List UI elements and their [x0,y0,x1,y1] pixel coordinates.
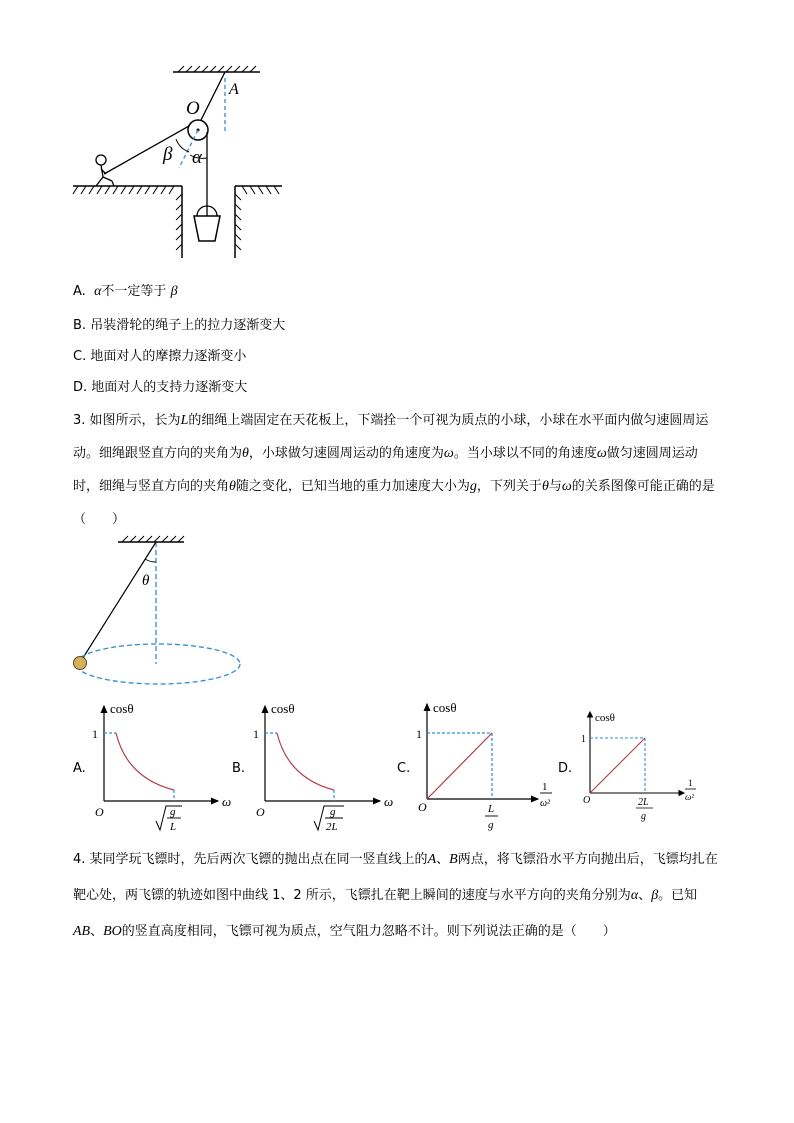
svg-text:2L: 2L [638,797,649,808]
svg-text:g: g [641,811,646,822]
svg-text:1: 1 [416,727,422,741]
svg-text:1: 1 [92,727,98,741]
graph-option-d[interactable] [578,705,703,830]
graph-option-c-letter[interactable]: C. [397,761,411,776]
pulley-figure [66,62,296,262]
graph-option-a-letter[interactable]: A. [73,761,86,776]
label-alpha: α [192,147,202,168]
svg-text:cosθ: cosθ [595,712,615,724]
svg-text:O: O [583,795,591,806]
svg-text:ω: ω [384,794,394,809]
graph-option-a[interactable] [90,698,240,838]
option-a[interactable] [73,282,178,302]
option-letter: B. [73,318,87,333]
svg-text:O: O [95,805,104,819]
question-3-text: 3. 如图所示，长为L的细绳上端固定在天花板上，下端拴一个可视为质点的小球，小球在水平面内做匀速圆周运动。细绳跟竖直方向的夹角为θ，小球做匀速圆周运动的角速度为ω。当小球以不同的角速度ω做匀速圆周运动时，细绳与竖直方向的夹角θ随之变化，已知当地的重力加速度大小为g，下列关于θ与ω的关系图像可能正确的是（ ） [73,413,715,527]
svg-text:2L: 2L [326,821,338,833]
symbol-alpha: α [94,284,102,299]
option-letter: C. [73,349,87,364]
svg-text:O: O [256,805,265,819]
svg-text:L: L [488,803,495,815]
question-4-text: 4. 某同学玩飞镖时，先后两次飞镖的抛出点在同一竖直线上的A、B两点，将飞镖沿水平方向抛出后，飞镖均扎在靶心处，两飞镖的轨迹如图中曲线 1、2 所示，飞镖扎在靶上瞬间的速度与水平方向的夹角分别为α、β。已知AB、BO的竖直高度相同，飞镖可视为质点，空气阻力忽略不计。则下列说法正确的是（ ） [73,852,718,939]
graph-option-c[interactable] [412,698,557,838]
svg-text:g: g [170,806,176,818]
svg-text:cosθ: cosθ [433,700,457,715]
symbol-beta: β [170,284,178,299]
svg-text:1: 1 [581,734,586,745]
option-letter: D. [73,380,88,395]
conical-pendulum-figure [70,532,245,687]
label-theta: θ [142,573,150,589]
label-beta: β [163,144,173,165]
option-text: 吊装滑轮的绳子上的拉力逐渐变大 [90,318,286,333]
option-text: 地面对人的摩擦力逐渐变小 [90,349,247,364]
svg-text:1: 1 [688,778,693,788]
svg-text:g: g [488,819,494,831]
graph-option-b-letter[interactable]: B. [232,761,246,776]
svg-text:ω²: ω² [540,798,551,809]
svg-text:g: g [330,806,336,818]
svg-text:cosθ: cosθ [271,701,295,716]
svg-text:ω²: ω² [685,792,695,802]
svg-text:1: 1 [253,727,259,741]
label-O: O [186,98,200,119]
option-b[interactable] [73,316,285,336]
option-d[interactable] [73,378,247,398]
graph-option-b[interactable] [250,698,400,838]
label-A: A [229,81,239,98]
svg-text:ω: ω [222,794,232,809]
option-text: 不一定等于 [101,284,167,299]
option-c[interactable] [73,347,246,367]
option-text: 地面对人的支持力逐渐变大 [91,380,248,395]
svg-text:cosθ: cosθ [110,701,134,716]
option-letter: A. [73,284,86,299]
svg-text:L: L [170,821,177,833]
graph-option-d-letter[interactable]: D. [558,761,573,776]
svg-text:O: O [418,800,427,814]
svg-text:1: 1 [542,781,548,793]
